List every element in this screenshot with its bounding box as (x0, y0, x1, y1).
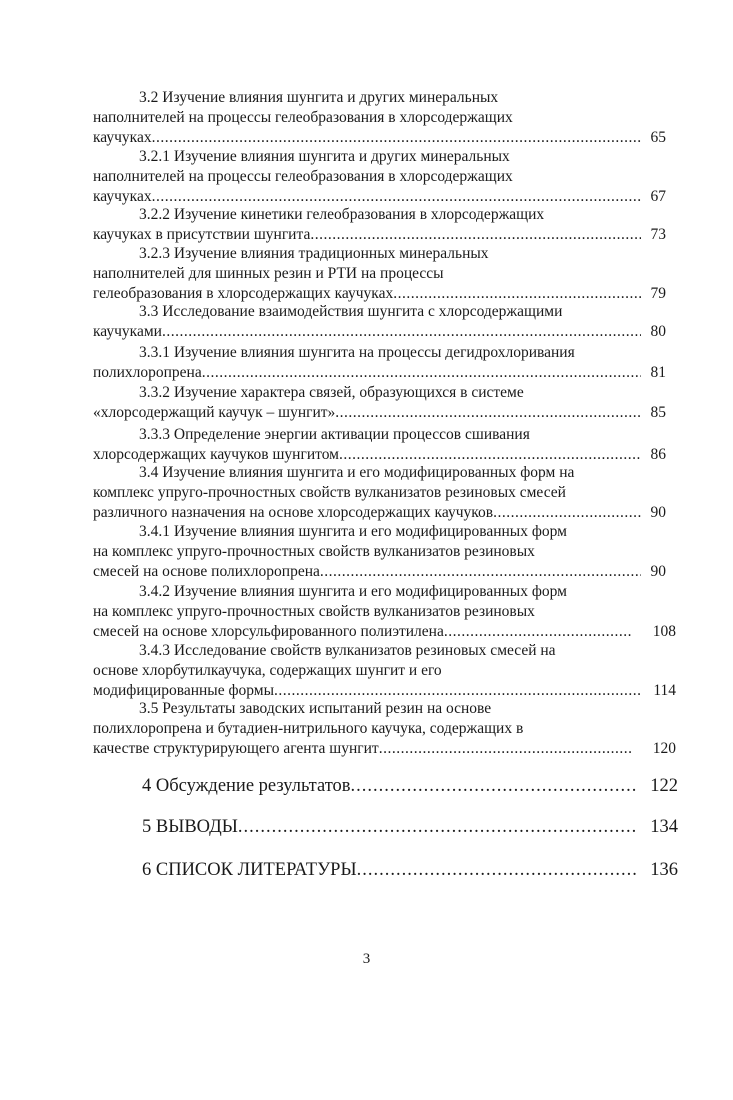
toc-entry-text: модифицированные формы (93, 682, 275, 699)
toc-entry-line: 3.3.3 Определение энергии активации процессов сшивания (139, 426, 530, 443)
toc-entry-line: на комплекс упруго-прочностных свойств вулканизатов резиновых (93, 543, 535, 560)
toc-entry-line: 3.3 Исследование взаимодействия шунгита с хлорсодержащими (139, 303, 563, 320)
toc-entry-leader-line (93, 187, 641, 207)
toc-entry-leader-line (93, 322, 641, 342)
toc-chapter-page: 136 (650, 860, 678, 880)
toc-entry-leader-line (93, 562, 641, 582)
toc-entry-leader-line (93, 503, 641, 523)
toc-entry-text: каучуках (93, 129, 152, 146)
toc-entry-leader-line (93, 403, 641, 423)
toc-entry-leader-line (93, 739, 633, 759)
toc-page-number: 79 (650, 285, 666, 302)
toc-entry-leader-line (93, 445, 641, 465)
page-number: 3 (362, 951, 371, 967)
toc-chapter-title: 6 СПИСОК ЛИТЕРАТУРЫ (142, 860, 357, 880)
toc-entry-text: смесей на основе полихлоропрена (93, 563, 320, 580)
toc-chapter-leader-line (142, 858, 638, 882)
toc-page-number: 67 (650, 188, 666, 205)
toc-entry-line: 3.4.1 Изучение влияния шунгита и его модифицированных форм (139, 523, 567, 540)
toc-entry-text: «хлорсодержащий каучук – шунгит» (93, 404, 336, 421)
toc-chapter-title: 5 ВЫВОДЫ (142, 817, 238, 837)
toc-entry-text: качестве структурирующего агента шунгит (93, 740, 379, 757)
toc-page-number: 85 (650, 404, 666, 421)
toc-page-number: 80 (650, 323, 666, 340)
toc-entry-line: 3.3.1 Изучение влияния шунгита на процессы дегидрохлоривания (139, 344, 575, 361)
toc-entry-line: наполнителей на процессы гелеобразования в хлорсодержащих (93, 168, 513, 185)
toc-entry-leader-line (93, 681, 641, 701)
toc-chapter-leader-line (142, 774, 638, 798)
toc-chapter-page: 122 (650, 776, 678, 796)
toc-entry-line: 3.2.2 Изучение кинетики гелеобразования в хлорсодержащих (139, 206, 545, 223)
toc-page-number: 73 (650, 226, 666, 243)
toc-page-number: 65 (650, 129, 666, 146)
toc-page-number: 90 (650, 563, 666, 580)
toc-chapter-leader-line (142, 815, 638, 839)
toc-chapter-page: 134 (650, 817, 678, 837)
toc-page-number: 90 (650, 504, 666, 521)
toc-entry-line: 3.2 Изучение влияния шунгита и других минеральных (139, 89, 499, 106)
toc-chapter-title: 4 Обсуждение результатов (142, 776, 351, 796)
toc-entry-text: каучуках в присутствии шунгита (93, 226, 311, 243)
toc-entry-leader-line (93, 284, 641, 304)
toc-entry-line: 3.2.1 Изучение влияния шунгита и других минеральных (139, 148, 510, 165)
toc-page-number: 108 (652, 623, 676, 640)
toc-entry-leader-line (93, 622, 633, 642)
toc-page-number: 114 (653, 682, 676, 699)
toc-entry-line: комплекс упруго-прочностных свойств вулканизатов резиновых смесей (93, 484, 566, 501)
toc-entry-line: 3.2.3 Изучение влияния традиционных минеральных (139, 245, 489, 262)
toc-entry-text: различного назначения на основе хлорсодержащих каучуков (93, 504, 494, 521)
toc-entry-text: гелеобразования в хлорсодержащих каучуках (93, 285, 394, 302)
toc-entry-line: 3.5 Результаты заводских испытаний резин на основе (139, 700, 492, 717)
toc-entry-line: на комплекс упруго-прочностных свойств вулканизатов резиновых (93, 603, 535, 620)
toc-entry-text: смесей на основе хлорсульфированного полиэтилена (93, 623, 444, 640)
toc-page-number: 81 (650, 364, 666, 381)
toc-entry-line: наполнителей на процессы гелеобразования в хлорсодержащих (93, 109, 513, 126)
toc-entry-line: 3.4.3 Исследование свойств вулканизатов резиновых смесей на (139, 642, 556, 659)
toc-entry-text: каучуками (93, 323, 162, 340)
toc-entry-leader-line (93, 128, 641, 148)
toc-entry-line: основе хлорбутилкаучука, содержащих шунгит и его (93, 662, 442, 679)
toc-entry-leader-line (93, 363, 641, 383)
toc-page-number: 120 (652, 740, 676, 757)
toc-entry-line: 3.3.2 Изучение характера связей, образующихся в системе (139, 384, 524, 401)
toc-entry-text: хлорсодержащих каучуков шунгитом (93, 446, 339, 463)
toc-page-number: 86 (650, 446, 666, 463)
toc-entry-text: полихлоропрена (93, 364, 202, 381)
toc-entry-line: наполнителей для шинных резин и РТИ на процессы (93, 265, 444, 282)
toc-entry-line: полихлоропрена и бутадиен-нитрильного каучука, содержащих в (93, 720, 524, 737)
toc-entry-leader-line (93, 225, 641, 245)
toc-entry-line: 3.4 Изучение влияния шунгита и его модифицированных форм на (139, 464, 575, 481)
toc-entry-line: 3.4.2 Изучение влияния шунгита и его модифицированных форм (139, 583, 567, 600)
toc-entry-text: каучуках (93, 188, 152, 205)
